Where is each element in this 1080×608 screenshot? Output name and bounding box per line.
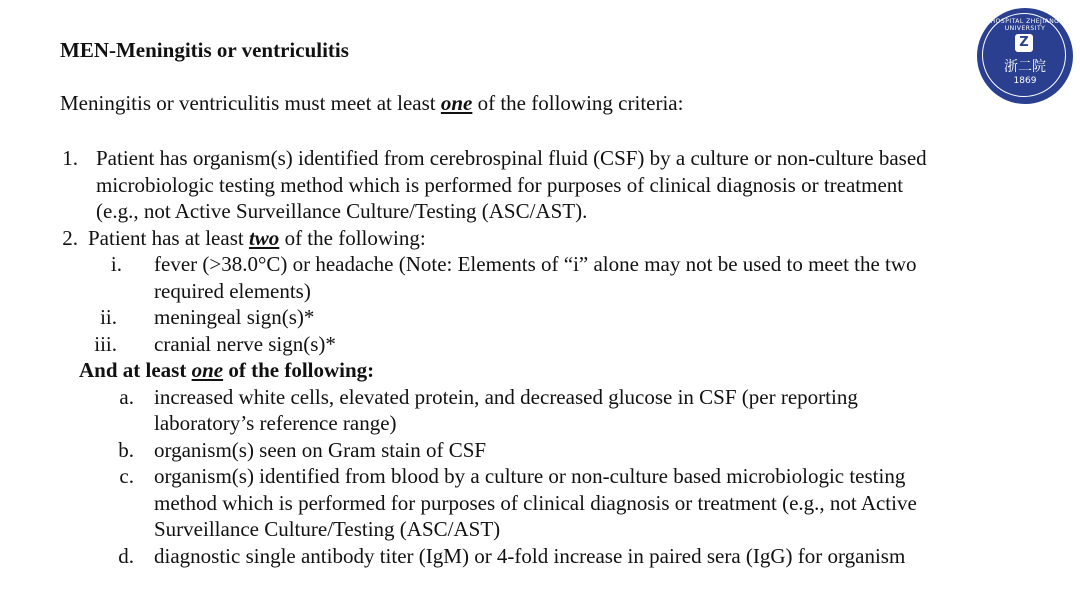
and-item-letter: b.	[118, 437, 134, 462]
criterion-text-after: of the following:	[279, 225, 426, 250]
logo-year: 1869	[1013, 76, 1037, 86]
criterion-line: microbiologic testing method which is performed for purposes of clinical diagnosis or treatment	[96, 172, 904, 197]
subitem-line: required elements)	[154, 278, 311, 303]
subitem-line: fever (>38.0°C) or headache (Note: Elements of “i” alone may not be used to meet the two	[154, 252, 917, 276]
and-heading-before: And at least	[79, 358, 192, 382]
subitem-line: meningeal sign(s)*	[154, 305, 315, 329]
and-item-line: organism(s) seen on Gram stain of CSF	[154, 437, 487, 462]
criterion-number: 2.	[62, 225, 78, 250]
intro-text-after: of the following criteria:	[472, 91, 684, 115]
and-heading	[79, 357, 374, 384]
criterion-emphasis: two	[248, 225, 280, 250]
intro-sentence	[60, 91, 683, 116]
hospital-logo	[977, 8, 1073, 104]
logo-mark-icon: Z	[1015, 34, 1033, 52]
intro-text-before: Meningitis or ventriculitis must meet at least	[60, 91, 441, 115]
and-item-line: increased white cells, elevated protein, and decreased glucose in CSF (per reporting	[154, 384, 858, 409]
logo-top-text: HOSPITAL ZHEJIANG UNIVERSITY	[990, 18, 1060, 32]
logo-chars: 浙二院	[1004, 59, 1046, 75]
and-item-letter: a.	[119, 384, 134, 409]
subitem-number: iii.	[94, 331, 117, 356]
and-item-line: Surveillance Culture/Testing (ASC/AST)	[154, 517, 501, 541]
and-heading-after: of the following:	[223, 358, 375, 382]
and-item-letter: d.	[118, 543, 134, 568]
and-item-letter: c.	[119, 464, 134, 488]
and-item-line: diagnostic single antibody titer (IgM) or 4-fold increase in paired sera (IgG) for organism	[154, 543, 906, 568]
criterion-text-before: Patient has at least	[88, 225, 249, 250]
criterion-line: Patient has organism(s) identified from cerebrospinal fluid (CSF) by a culture or non-culture based	[96, 146, 927, 170]
and-item-line: organism(s) identified from blood by a culture or non-culture based microbiologic testing	[154, 464, 906, 488]
subitem-number: ii.	[100, 305, 117, 329]
and-item-line: method which is performed for purposes of clinical diagnosis or treatment (e.g., not Active	[154, 490, 917, 515]
subitem-number: i.	[110, 252, 122, 276]
page-title: MEN-Meningitis or ventriculitis	[60, 38, 349, 62]
subitem-line: cranial nerve sign(s)*	[154, 331, 336, 356]
intro-emphasis: one	[440, 91, 473, 115]
criterion-line	[88, 225, 426, 252]
and-heading-emphasis: one	[191, 358, 224, 382]
and-item-line: laboratory’s reference range)	[154, 411, 397, 435]
criterion-number: 1.	[62, 146, 78, 170]
criterion-line: (e.g., not Active Surveillance Culture/Testing (ASC/AST).	[96, 199, 588, 223]
